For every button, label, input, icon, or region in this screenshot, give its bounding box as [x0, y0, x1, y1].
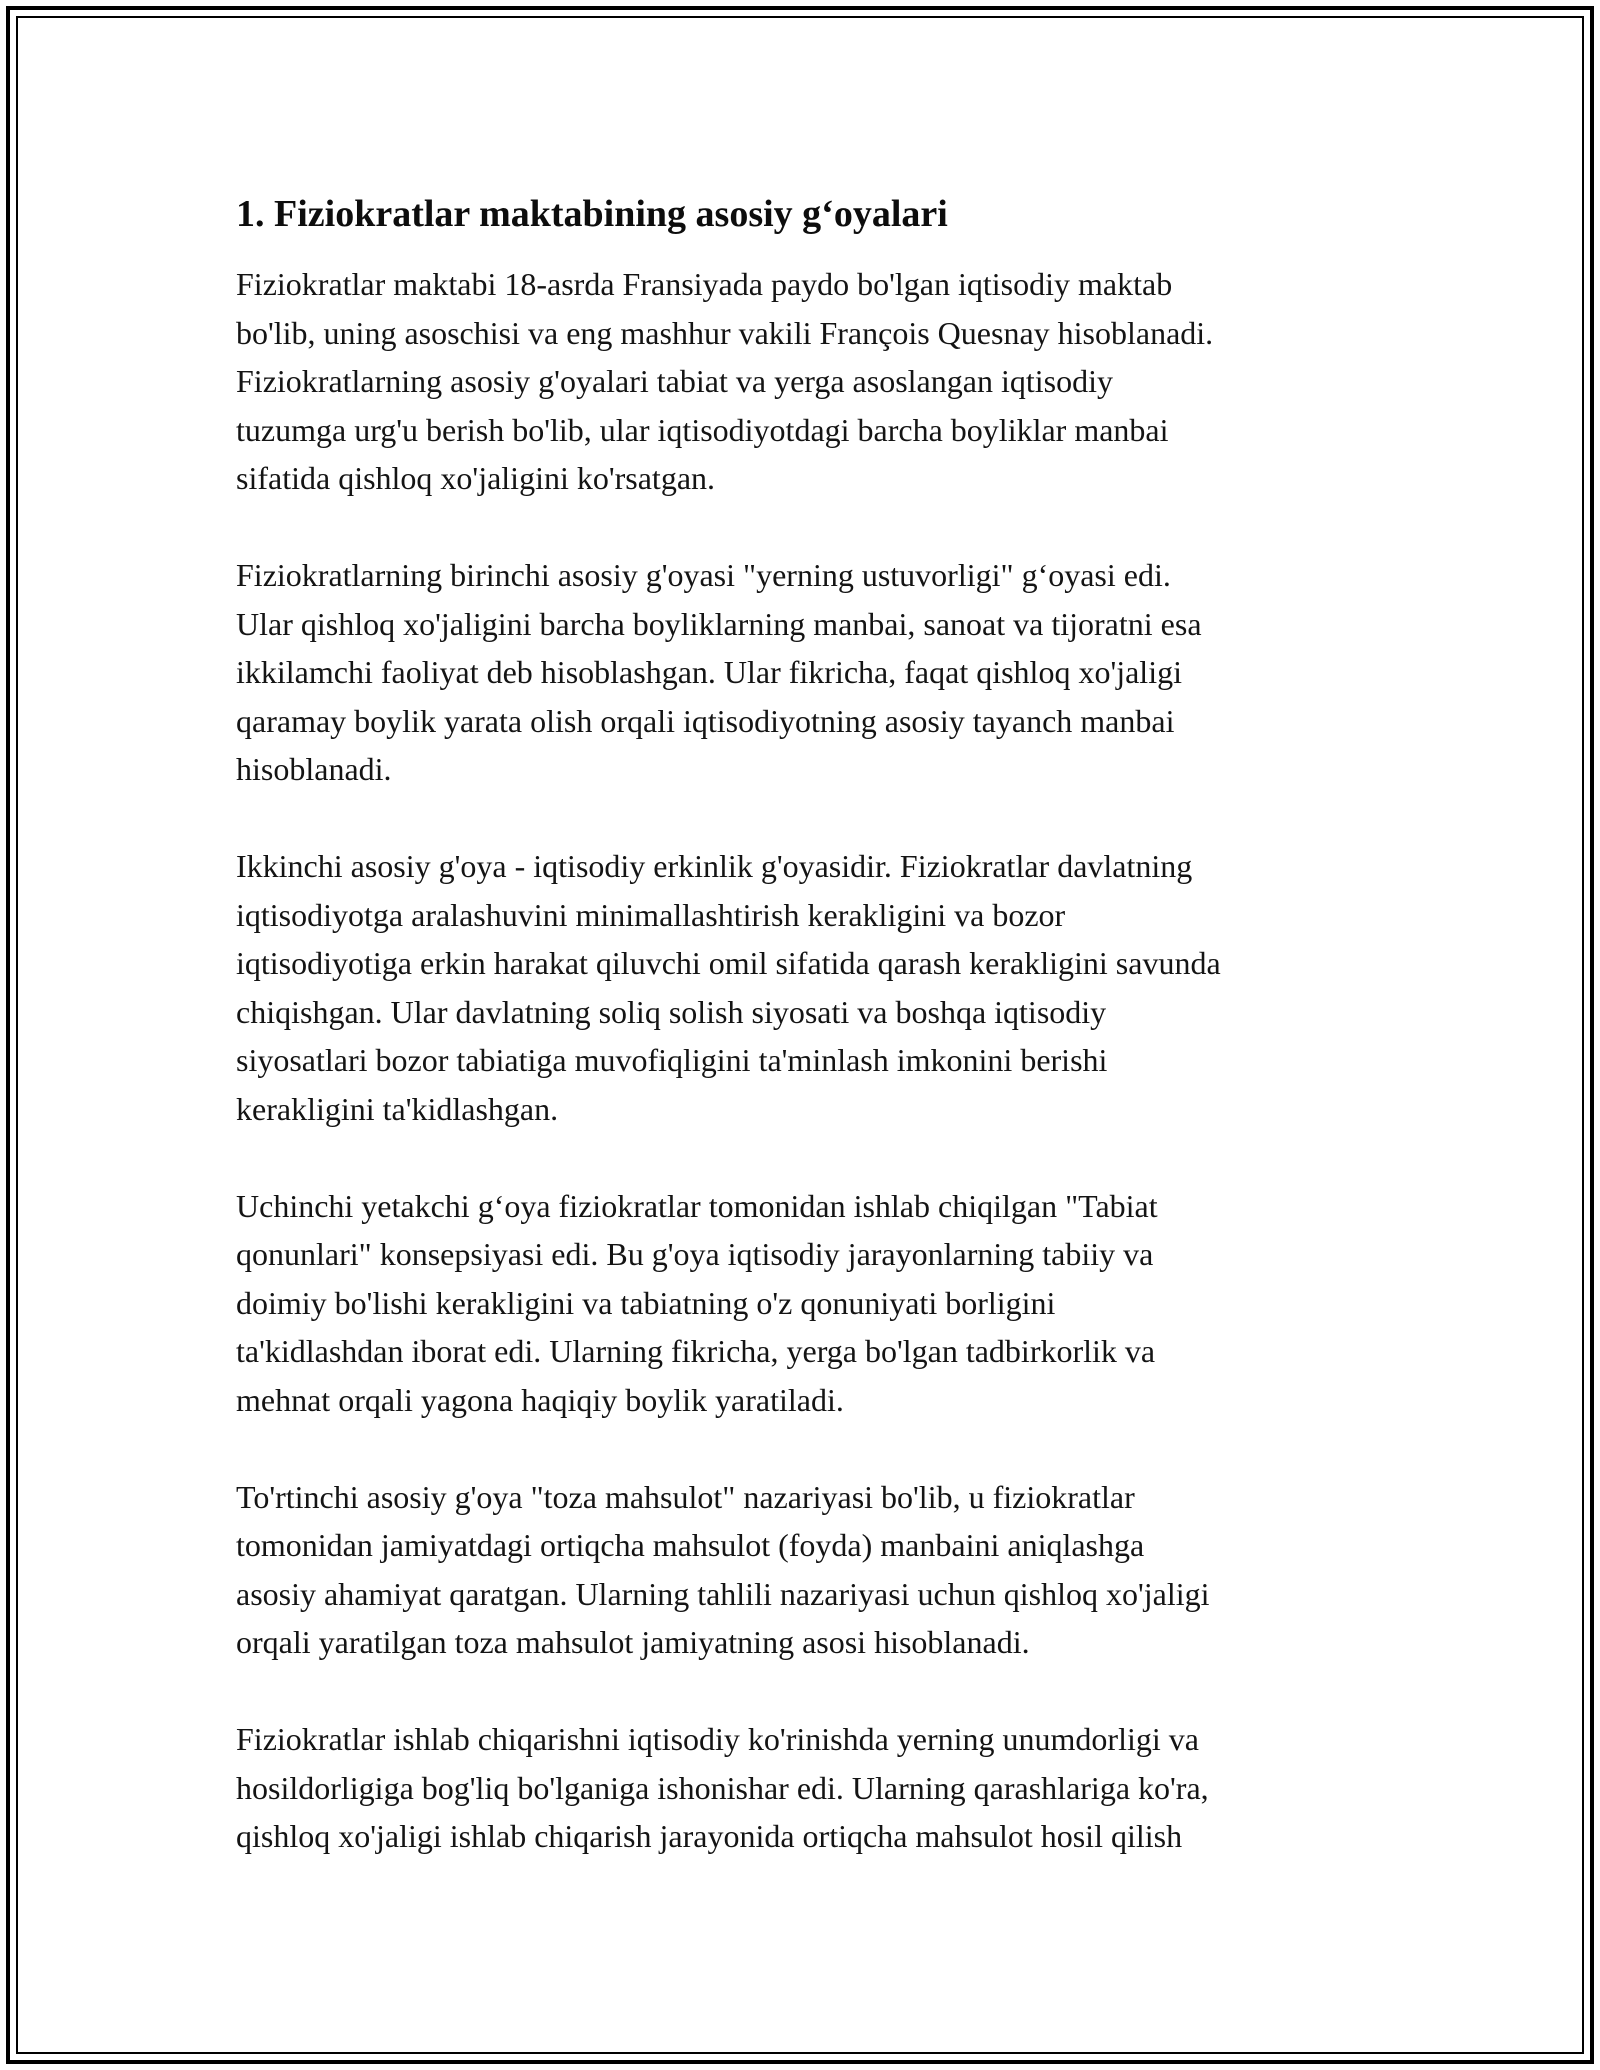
text-line: iqtisodiyotiga erkin harakat qiluvchi omil sifatida qarash kerakligini savunda [236, 945, 1221, 981]
text-line: qaramay boylik yarata olish orqali iqtisodiyotning asosiy tayanch manbai [236, 702, 1175, 739]
paragraph-fourth-idea [236, 1473, 1376, 1667]
text-line: hisoblanadi. [236, 751, 392, 787]
paragraph-intro [236, 260, 1376, 503]
text-line: tuzumga urg'u berish bo'lib, ular iqtisodiyotdagi barcha boyliklar manbai [236, 411, 1169, 448]
text-line: bo'lib, uning asoschisi va eng mashhur vakili François Quesnay hisoblanadi. [236, 314, 1214, 351]
text-line: qishloq xo'jaligi ishlab chiqarish jarayonida ortiqcha mahsulot hosil qilish [236, 1818, 1183, 1854]
text-line: ikkilamchi faoliyat deb hisoblashgan. Ular fikricha, faqat qishloq xo'jaligi [236, 654, 1182, 690]
text-line: mehnat orqali yagona haqiqiy boylik yaratiladi. [236, 1381, 844, 1418]
text-line: Fiziokratlar maktabi 18-asrda Fransiyada paydo bo'lgan iqtisodiy maktab [236, 266, 1173, 302]
text-line: Fiziokratlarning asosiy g'oyalari tabiat va yerga asoslangan iqtisodiy [236, 363, 1113, 399]
text-line: kerakligini ta'kidlashgan. [236, 1090, 559, 1127]
text-line: asosiy ahamiyat qaratgan. Ularning tahlili nazariyasi uchun qishloq xo'jaligi [236, 1575, 1210, 1612]
text-line: siyosatlari bozor tabiatiga muvofiqligini ta'minlash imkonini berishi [236, 1042, 1108, 1078]
text-line: Fiziokratlar ishlab chiqarishni iqtisodiy ko'rinishda yerning unumdorligi va [236, 1721, 1199, 1757]
text-line: qonunlari" konsepsiyasi edi. Bu g'oya iqtisodiy jarayonlarning tabiiy va [236, 1236, 1154, 1272]
paragraph-second-idea [236, 842, 1376, 1133]
text-line: Ular qishloq xo'jaligini barcha boyliklarning manbai, sanoat va tijoratni esa [236, 605, 1202, 642]
text-line: sifatida qishloq xo'jaligini ko'rsatgan. [236, 460, 716, 496]
paragraph-third-idea [236, 1182, 1376, 1425]
text-line: iqtisodiyotga aralashuvini minimallashtirish kerakligini va bozor [236, 896, 1066, 933]
text-line: ta'kidlashdan iborat edi. Ularning fikricha, yerga bo'lgan tadbirkorlik va [236, 1333, 1156, 1369]
document-body [236, 188, 1376, 1861]
text-line: hosildorligiga bog'liq bo'lganiga ishonishar edi. Ularning qarashlariga ko'ra, [236, 1769, 1209, 1806]
section-heading: 1. Fiziokratlar maktabining asosiy g‘oyalari [236, 193, 948, 235]
text-line: orqali yaratilgan toza mahsulot jamiyatning asosi hisoblanadi. [236, 1624, 1030, 1660]
text-line: chiqishgan. Ular davlatning soliq solish siyosati va boshqa iqtisodiy [236, 993, 1107, 1030]
text-line: Fiziokratlarning birinchi asosiy g'oyasi "yerning ustuvorligi" g‘oyasi edi. [236, 557, 1171, 593]
text-line: To'rtinchi asosiy g'oya "toza mahsulot" nazariyasi bo'lib, u fiziokratlar [236, 1478, 1135, 1515]
paragraph-production [236, 1715, 1376, 1861]
text-line: tomonidan jamiyatdagi ortiqcha mahsulot (foyda) manbaini aniqlashga [236, 1527, 1145, 1563]
text-line: Ikkinchi asosiy g'oya - iqtisodiy erkinlik g'oyasidir. Fiziokratlar davlatning [236, 848, 1193, 884]
text-line: doimiy bo'lishi kerakligini va tabiatning o'z qonuniyati borligini [236, 1284, 1056, 1321]
text-line: Uchinchi yetakchi g‘oya fiziokratlar tomonidan ishlab chiqilgan "Tabiat [236, 1187, 1158, 1224]
paragraph-first-idea [236, 551, 1376, 794]
